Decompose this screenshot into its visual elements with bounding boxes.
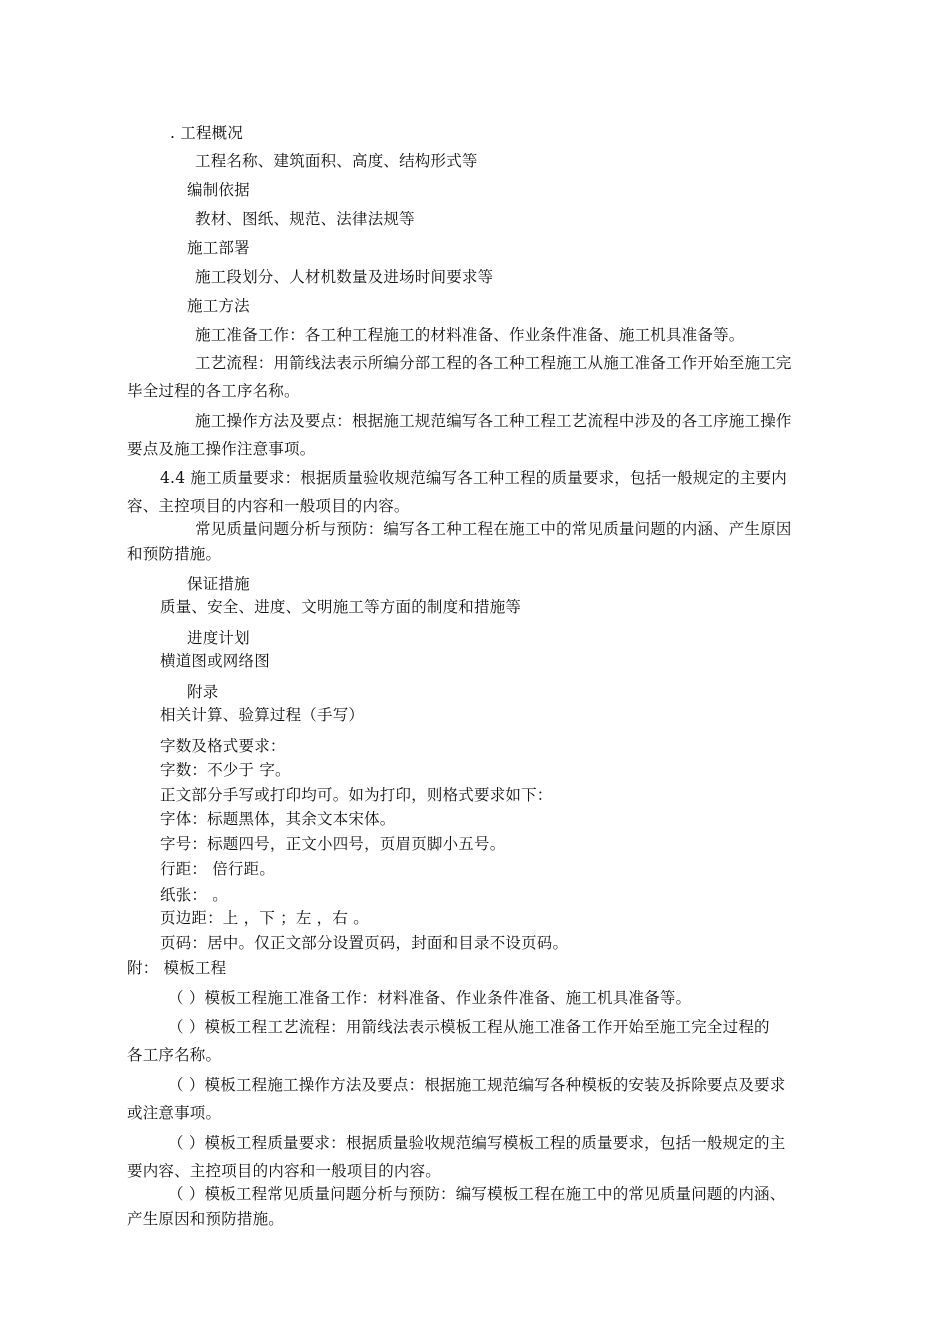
body-text: 行距： 倍行距。 (160, 860, 276, 878)
body-text: 字数及格式要求： (160, 737, 286, 755)
body-text: （ ）模板工程常见质量问题分析与预防：编写模板工程在施工中的常见质量问题的内涵、 (168, 1185, 786, 1203)
body-text: 各工序名称。 (127, 1046, 222, 1064)
body-text: 要点及施工操作注意事项。 (127, 440, 316, 458)
section-heading: 施工部署 (187, 239, 250, 257)
body-text: 质量、安全、进度、文明施工等方面的制度和措施等 (160, 598, 522, 616)
body-text: 纸张： 。 (160, 886, 228, 904)
body-text: 施工操作方法及要点：根据施工规范编写各工种工程工艺流程中涉及的各工序施工操作 (195, 412, 792, 430)
body-text: 字体：标题黑体，其余文本宋体。 (160, 810, 396, 828)
body-text: 相关计算、验算过程（手写） (160, 706, 365, 724)
body-text: 横道图或网络图 (160, 652, 270, 670)
body-text: 和预防措施。 (127, 545, 222, 563)
body-text: 页边距：上 ，下 ；左 ，右 。 (160, 909, 369, 927)
body-text: 要内容、主控项目的内容和一般项目的内容。 (127, 1162, 442, 1180)
body-text: 页码：居中。仅正文部分设置页码，封面和目录不设页码。 (160, 934, 569, 952)
section-heading: 进度计划 (187, 629, 250, 647)
body-text: 或注意事项。 (127, 1104, 222, 1122)
body-text: 工艺流程：用箭线法表示所编分部工程的各工种工程施工从施工准备工作开始至施工完 (195, 354, 792, 372)
section-heading: 保证措施 (187, 575, 250, 593)
body-text: 字数：不少于 字。 (160, 761, 291, 779)
body-text: 施工段划分、人材机数量及进场时间要求等 (195, 268, 494, 286)
body-text: （ ）模板工程施工准备工作：材料准备、作业条件准备、施工机具准备等。 (168, 989, 692, 1007)
body-text: （ ）模板工程工艺流程：用箭线法表示模板工程从施工准备工作开始至施工完全过程的 (168, 1018, 770, 1036)
appendix-heading: 附： 模板工程 (127, 959, 227, 977)
section-heading: 编制依据 (187, 181, 250, 199)
body-text: （ ）模板工程质量要求：根据质量验收规范编写模板工程的质量要求，包括一般规定的主 (168, 1134, 786, 1152)
body-text: 4.4 施工质量要求：根据质量验收规范编写各工种工程的质量要求，包括一般规定的主要内 (160, 469, 787, 487)
body-text: 字号：标题四号，正文小四号，页眉页脚小五号。 (160, 835, 506, 853)
section-heading: 附录 (187, 683, 219, 701)
body-text: 工程名称、建筑面积、高度、结构形式等 (195, 152, 478, 170)
body-text: 施工准备工作：各工种工程施工的材料准备、作业条件准备、施工机具准备等。 (195, 326, 745, 344)
body-text: 产生原因和预防措施。 (127, 1210, 285, 1228)
section-heading: 施工方法 (187, 297, 250, 315)
body-text: 正文部分手写或打印均可。如为打印，则格式要求如下： (160, 786, 553, 804)
body-text: 容、主控项目的内容和一般项目的内容。 (127, 497, 410, 515)
section-heading-project-overview: . 工程概况 (170, 124, 244, 142)
body-text: 常见质量问题分析与预防：编写各工种工程在施工中的常见质量问题的内涵、产生原因 (195, 520, 792, 538)
body-text: （ ）模板工程施工操作方法及要点：根据施工规范编写各种模板的安装及拆除要点及要求 (168, 1076, 786, 1094)
body-text: 教材、图纸、规范、法律法规等 (195, 210, 415, 228)
body-text: 毕全过程的各工序名称。 (127, 382, 300, 400)
